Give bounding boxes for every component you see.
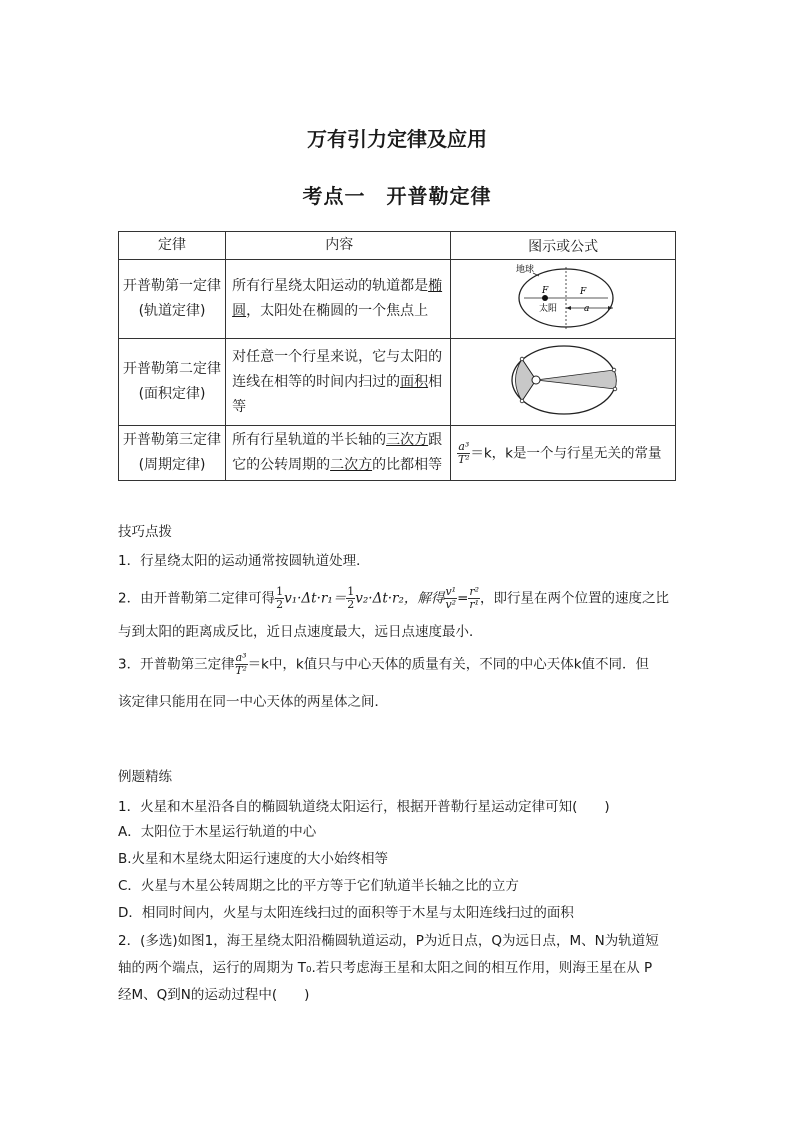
law-content <box>226 426 451 481</box>
tip-item-3-cont: 该定律只能用在同一中心天体的两星体之间． <box>118 694 388 710</box>
formula-text: v₁·Δt·r₁＝ <box>284 590 347 607</box>
question-2-line-2: 轴的两个端点，运行的周期为 T₀.若只考虑海王星和太阳之间的相互作用，则海王星在从 P <box>118 960 653 976</box>
half-fraction: $\frac{1}{2}$ <box>347 585 355 611</box>
section-title: 考点一 开普勒定律 <box>302 184 492 208</box>
tip-text: ＝k中，k值只与中心天体的质量有关，不同的中心天体k值不同．但 <box>247 656 650 673</box>
option-d: D．相同时间内，火星与太阳连线扫过的面积等于木星与太阳连线扫过的面积 <box>118 905 574 921</box>
focus-label-1: F <box>542 286 549 296</box>
tip-item-1: 1．行星绕太阳的运动通常按圆轨道处理． <box>118 553 370 569</box>
header-law: 定律 <box>119 232 226 260</box>
area-diagram-cell <box>451 339 676 426</box>
law-label: 开普勒第二定律(面积定律) <box>123 361 222 402</box>
law-label: 开普勒第一定律(轨道定律) <box>123 278 222 319</box>
content-text: ，太阳处在椭圆的一个焦点上 <box>246 303 429 319</box>
page-title: 万有引力定律及应用 <box>307 127 487 151</box>
half-fraction: $\frac{1}{2}$ <box>276 585 284 611</box>
header-content: 内容 <box>226 232 451 260</box>
content-underline: 三次方 <box>386 432 429 448</box>
tip-item-2-cont: 与到太阳的距离成反比，近日点速度最大，远日点速度最小． <box>118 624 483 640</box>
content-underline: 二次方 <box>330 457 373 473</box>
velocity-ratio: $\frac{\text{v¹}}{\text{v²}}$ <box>445 585 457 611</box>
question-2-line-1: 2．(多选)如图1，海王星绕太阳沿椭圆轨道运动，P为近日点，Q为远日点，M、N为轨道短 <box>118 933 659 949</box>
kepler-fraction: $\frac{\text{a³}}{\text{T²}}$ <box>235 651 247 677</box>
question-2-line-3: 经M、Q到N的运动过程中( ) <box>118 987 310 1003</box>
formula-text: ＝k，k是一个与行星无关的常量 <box>470 445 662 461</box>
earth-label: 地球 <box>516 265 535 275</box>
kepler-laws-table <box>118 231 676 481</box>
tip-item-3 <box>118 652 678 677</box>
law-name <box>119 339 226 426</box>
content-text: 的比都相等 <box>372 457 443 473</box>
header-diagram: 图示或公式 <box>451 232 676 260</box>
content-underline: 椭圆 <box>232 278 443 319</box>
law-label: 开普勒第三定律(周期定律) <box>123 432 222 473</box>
content-text: 所有行星轨道的半长轴的 <box>232 432 387 448</box>
law-content <box>226 260 451 339</box>
ellipse-diagram-cell <box>451 260 676 339</box>
tips-heading: 技巧点拨 <box>118 524 172 540</box>
tip-text: 2．由开普勒第二定律可得 <box>118 590 276 607</box>
tip-text: 3．开普勒第三定律 <box>118 656 235 673</box>
formula-text: v₂·Δt·r₂，解得 <box>355 590 445 607</box>
table-row <box>119 260 676 339</box>
examples-heading: 例题精练 <box>118 769 172 785</box>
option-b: B.火星和木星绕太阳运行速度的大小始终相等 <box>118 851 389 867</box>
option-a: A．太阳位于木星运行轨道的中心 <box>118 824 317 840</box>
sun-label: 太阳 <box>539 304 558 314</box>
semi-major-label: a <box>584 304 590 314</box>
fraction-denominator: T² <box>457 452 470 466</box>
formula-fraction <box>457 441 470 466</box>
tip-text: ，即行星在两个位置的速度之比 <box>480 590 670 607</box>
question-1: 1．火星和木星沿各自的椭圆轨道绕太阳运行，根据开普勒行星运动定律可知( ) <box>118 799 610 815</box>
table-header-row <box>119 232 676 260</box>
option-c: C．火星与木星公转周期之比的平方等于它们轨道半长轴之比的立方 <box>118 878 519 894</box>
orbit-ellipse-diagram <box>454 260 672 334</box>
equal-area-diagram <box>454 339 672 421</box>
tip-item-2: 2．由开普勒第二定律可得 $\frac{1}{2}$ v₁·Δt·r₁＝ $\frac{1}{2}$ v₂·Δt·r₂，解得 $\frac{\text{v¹}}{\text{v²}}$ = $\frac{\text{r²}}{\text{r¹}}$ ，即行星在两个位置的速度之比 <box>118 585 670 611</box>
content-text: 相等 <box>232 373 443 415</box>
focus-label-2: F <box>580 287 587 297</box>
content-underline: 面积 <box>400 373 429 390</box>
formula-cell <box>451 426 676 481</box>
table-row <box>119 426 676 481</box>
law-name <box>119 426 226 481</box>
table-row <box>119 339 676 426</box>
fraction-numerator: a³ <box>458 439 470 453</box>
content-text: 跟它的公转周期的 <box>232 432 443 473</box>
law-name <box>119 260 226 339</box>
content-text: 对任意一个行星来说，它与太阳的连线在相等的时间内扫过的 <box>232 348 443 390</box>
radius-ratio: $\frac{\text{r²}}{\text{r¹}}$ <box>469 585 480 611</box>
content-text: 所有行星绕太阳运动的轨道都是 <box>232 278 429 294</box>
law-content <box>226 339 451 426</box>
